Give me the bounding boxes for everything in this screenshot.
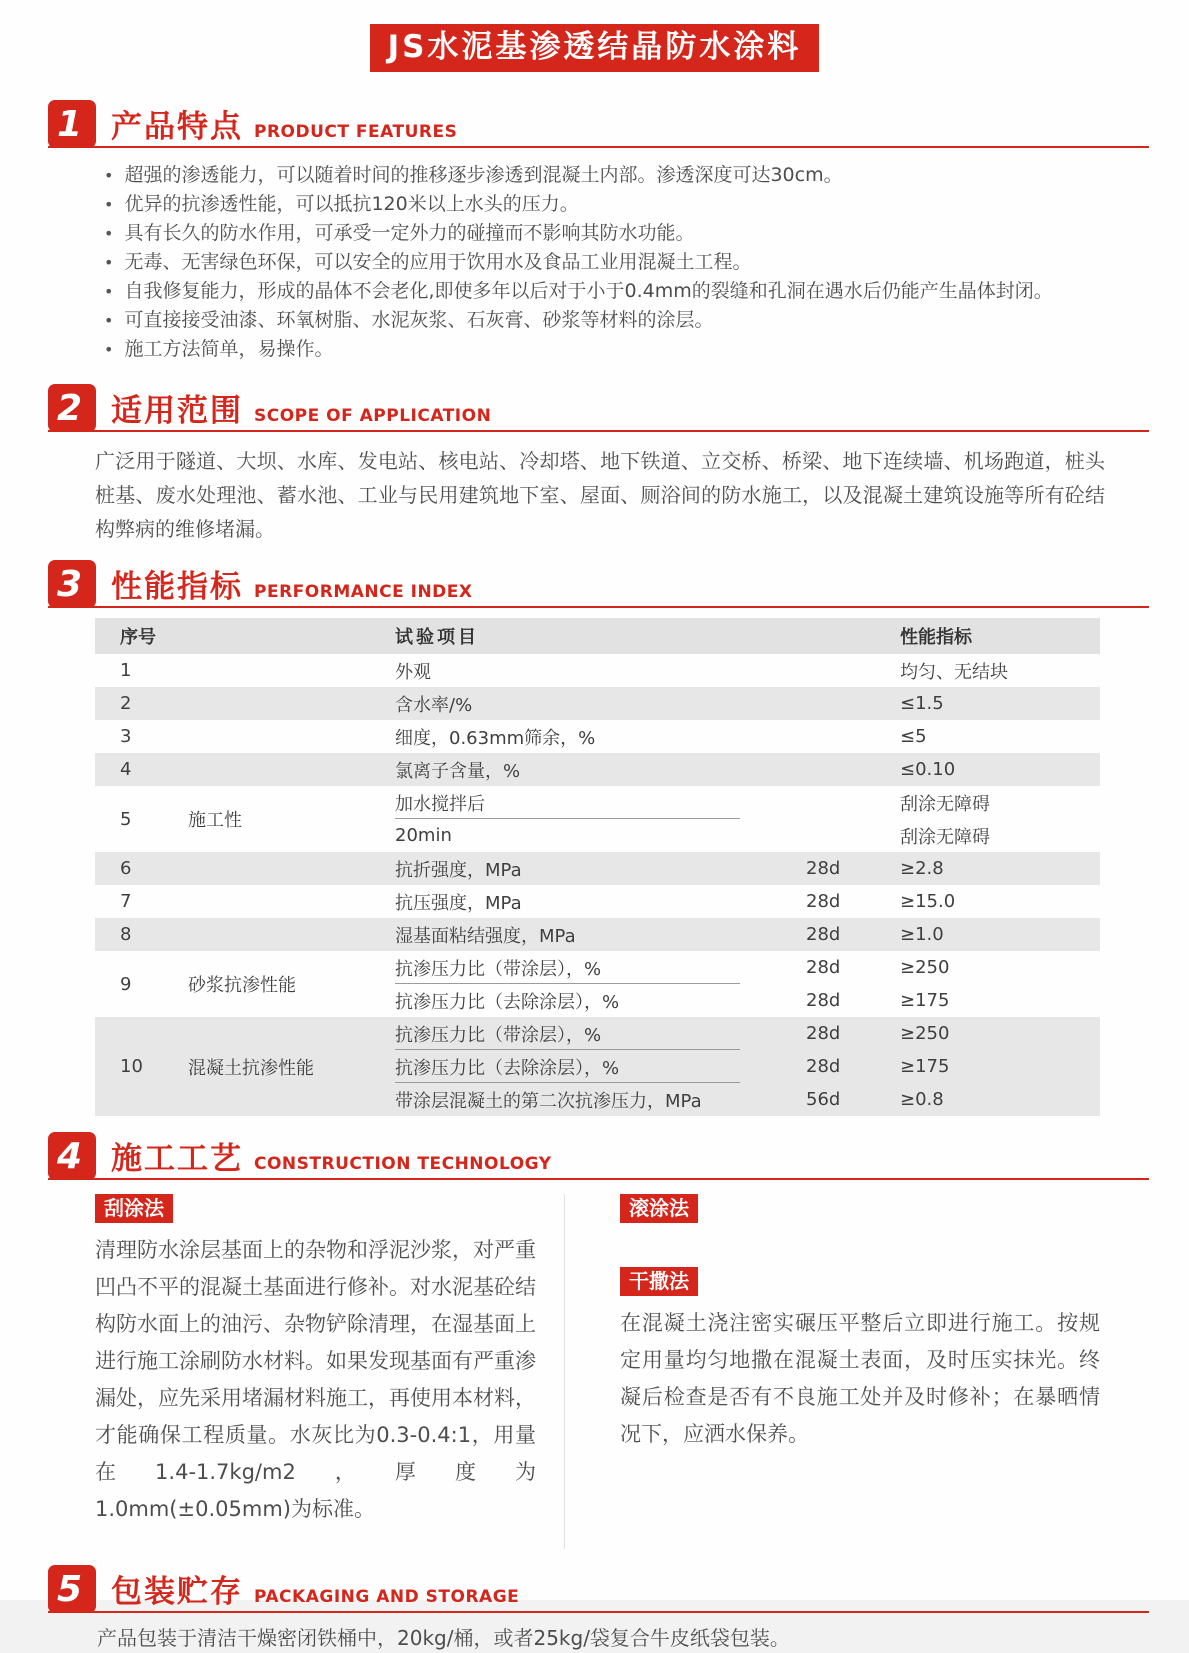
cell-value: ≤0.10 bbox=[900, 759, 956, 781]
section-subtitle-en: CONSTRUCTION TECHNOLOGY bbox=[254, 1154, 552, 1175]
col-header-index: 性能指标 bbox=[900, 627, 972, 649]
cell-age: 28d bbox=[806, 858, 841, 880]
cell-no: 4 bbox=[120, 759, 132, 781]
feature-item bbox=[104, 219, 1149, 248]
section-construction bbox=[48, 1132, 1149, 1549]
cell-value: ≥250 bbox=[900, 1023, 950, 1045]
cell-value: ≥175 bbox=[900, 990, 950, 1012]
cell-group: 混凝土抗渗性能 bbox=[188, 1057, 314, 1079]
section-number-badge: 1 bbox=[48, 100, 96, 148]
cell-item: 带涂层混凝土的第二次抗渗压力，MPa bbox=[395, 1090, 702, 1112]
cell-item: 抗渗压力比（去除涂层），% bbox=[395, 991, 620, 1013]
section-subtitle-en: PACKAGING AND STORAGE bbox=[254, 1587, 520, 1608]
feature-text: 自我修复能力，形成的晶体不会老化,即使多年以后对于小于0.4mm的裂缝和孔洞在遇水后仍能产生晶体封闭。 bbox=[124, 280, 1053, 303]
section-features bbox=[48, 100, 1149, 364]
section-number-badge: 3 bbox=[48, 560, 96, 608]
section-title: 适用范围 bbox=[111, 393, 243, 430]
table-header-row bbox=[95, 618, 1100, 654]
feature-item bbox=[104, 335, 1149, 364]
bullet-icon: • bbox=[104, 311, 114, 331]
cell-item: 抗渗压力比（带涂层），% bbox=[395, 1024, 602, 1046]
feature-item bbox=[104, 306, 1149, 335]
performance-table bbox=[95, 618, 1100, 1116]
cell-age: 28d bbox=[806, 957, 841, 979]
section-scope-header bbox=[48, 384, 1149, 432]
table-row bbox=[95, 654, 1100, 687]
section-number-badge: 2 bbox=[48, 384, 96, 432]
cell-no: 5 bbox=[120, 808, 132, 830]
feature-text: 优异的抗渗透性能，可以抵抗120米以上水头的压力。 bbox=[124, 193, 579, 216]
table-row bbox=[95, 720, 1100, 753]
table-row bbox=[95, 753, 1100, 786]
cell-no: 10 bbox=[120, 1056, 143, 1078]
section-subtitle-en: SCOPE OF APPLICATION bbox=[254, 406, 492, 427]
cell-no: 8 bbox=[120, 924, 132, 946]
table-row bbox=[95, 885, 1100, 918]
col-header-item: 试验项目 bbox=[395, 627, 479, 649]
cell-group: 砂浆抗渗性能 bbox=[188, 975, 296, 997]
packaging-paragraph: 产品包装于清洁干燥密闭铁桶中，20kg/桶，或者25kg/袋复合牛皮纸袋包装。 bbox=[97, 1626, 790, 1651]
table-row bbox=[95, 852, 1100, 885]
feature-item bbox=[104, 248, 1149, 277]
section-subtitle-en: PERFORMANCE INDEX bbox=[254, 582, 473, 603]
bullet-icon: • bbox=[104, 340, 114, 360]
cell-age: 28d bbox=[806, 924, 841, 946]
cell-no: 9 bbox=[120, 973, 132, 995]
cell-item: 加水搅拌后 bbox=[395, 793, 485, 815]
cell-no: 7 bbox=[120, 891, 132, 913]
cell-value: 刮涂无障碍 bbox=[900, 826, 990, 848]
cell-age: 28d bbox=[806, 1056, 841, 1078]
bullet-icon: • bbox=[104, 253, 114, 273]
cell-value: ≥250 bbox=[900, 957, 950, 979]
cell-age: 56d bbox=[806, 1089, 841, 1111]
section-subtitle-en: PRODUCT FEATURES bbox=[254, 122, 458, 143]
section-title: 包装贮存 bbox=[111, 1574, 243, 1611]
section-title: 产品特点 bbox=[111, 109, 243, 146]
section-scope bbox=[48, 384, 1149, 546]
cell-value: 均匀、无结块 bbox=[900, 661, 1008, 683]
cell-item: 抗压强度，MPa bbox=[395, 892, 522, 914]
scope-paragraph: 广泛用于隧道、大坝、水库、发电站、核电站、冷却塔、地下铁道、立交桥、桥梁、地下连续墙、机场跑道，桩头桩基、废水处理池、蓄水池、工业与民用建筑地下室、屋面、厕浴间的防水施工，以及混凝土建筑设施等所有砼结构弊病的维修堵漏。 bbox=[95, 449, 1105, 542]
section-construction-header bbox=[48, 1132, 1149, 1180]
cell-item: 含水率/% bbox=[395, 694, 473, 716]
cell-item: 氯离子含量，% bbox=[395, 760, 521, 782]
method-tag-dry: 干撒法 bbox=[620, 1267, 698, 1296]
cell-age: 28d bbox=[806, 990, 841, 1012]
cell-value: ≥0.8 bbox=[900, 1089, 944, 1111]
method-dry-text: 在混凝土浇注密实碾压平整后立即进行施工。按规定用量均匀地撒在混凝土表面，及时压实抹光。终凝后检查是否有不良施工处并及时修补；在暴晒情况下，应洒水保养。 bbox=[620, 1311, 1100, 1447]
table-row bbox=[95, 786, 1100, 852]
feature-item bbox=[104, 190, 1149, 219]
spacer bbox=[620, 1223, 1100, 1267]
construction-columns bbox=[95, 1194, 1149, 1549]
cell-no: 6 bbox=[120, 858, 132, 880]
feature-text: 施工方法简单，易操作。 bbox=[124, 338, 334, 361]
feature-list bbox=[104, 161, 1149, 364]
table-row bbox=[95, 918, 1100, 951]
section-performance bbox=[48, 560, 1149, 1116]
bullet-icon: • bbox=[104, 282, 114, 302]
cell-item: 抗折强度，MPa bbox=[395, 859, 522, 881]
section-number-badge: 5 bbox=[48, 1565, 96, 1613]
cell-value: ≥15.0 bbox=[900, 891, 956, 913]
method-scrape bbox=[95, 1194, 565, 1549]
cell-age: 28d bbox=[806, 891, 841, 913]
section-title: 性能指标 bbox=[111, 569, 243, 606]
cell-item: 细度，0.63mm筛余，% bbox=[395, 727, 596, 749]
cell-group: 施工性 bbox=[188, 810, 242, 832]
method-roll-and-dry bbox=[620, 1194, 1100, 1549]
cell-value: ≤5 bbox=[900, 726, 927, 748]
cell-no: 2 bbox=[120, 693, 132, 715]
cell-item: 20min bbox=[395, 825, 452, 847]
cell-no: 1 bbox=[120, 660, 132, 682]
feature-item bbox=[104, 161, 1149, 190]
method-scrape-text: 清理防水涂层基面上的杂物和浮泥沙浆，对严重凹凸不平的混凝土基面进行修补。对水泥基砼结构防水面上的油污、杂物铲除清理，在湿基面上进行施工涂刷防水材料。如果发现基面有严重渗漏处，应先采用堵漏材料施工，再使用本材料，才能确保工程质量。水灰比为0.3-0.4:1，用量在1.4-1.7kg/m2，厚度为1.0mm(±0.05mm)为标准。 bbox=[95, 1238, 536, 1522]
table-row bbox=[95, 1017, 1100, 1116]
section-performance-header bbox=[48, 560, 1149, 608]
section-title: 施工工艺 bbox=[111, 1141, 243, 1178]
cell-value: 刮涂无障碍 bbox=[900, 793, 990, 815]
bullet-icon: • bbox=[104, 195, 114, 215]
cell-value: ≥1.0 bbox=[900, 924, 944, 946]
cell-item: 湿基面粘结强度，MPa bbox=[395, 925, 576, 947]
cell-no: 3 bbox=[120, 726, 132, 748]
section-packaging bbox=[48, 1565, 1149, 1653]
cell-item: 抗渗压力比（去除涂层），% bbox=[395, 1057, 620, 1079]
method-tag-roll: 滚涂法 bbox=[620, 1194, 698, 1223]
cell-age: 28d bbox=[806, 1023, 841, 1045]
product-title: JS水泥基渗透结晶防水涂料 bbox=[370, 24, 820, 72]
section-features-header bbox=[48, 100, 1149, 148]
section-packaging-header bbox=[48, 1565, 1149, 1613]
cell-value: ≥175 bbox=[900, 1056, 950, 1078]
cell-value: ≤1.5 bbox=[900, 693, 944, 715]
method-tag-scrape: 刮涂法 bbox=[95, 1194, 173, 1223]
cell-item: 外观 bbox=[395, 661, 431, 683]
feature-text: 具有长久的防水作用，可承受一定外力的碰撞而不影响其防水功能。 bbox=[124, 222, 695, 245]
cell-value: ≥2.8 bbox=[900, 858, 944, 880]
section-number-badge: 4 bbox=[48, 1132, 96, 1180]
title-row bbox=[0, 0, 1189, 72]
bullet-icon: • bbox=[104, 166, 114, 186]
table-row bbox=[95, 687, 1100, 720]
table-row bbox=[95, 951, 1100, 1017]
feature-item bbox=[104, 277, 1149, 306]
feature-text: 超强的渗透能力，可以随着时间的推移逐步渗透到混凝土内部。渗透深度可达30cm。 bbox=[124, 164, 843, 187]
cell-item: 抗渗压力比（带涂层），% bbox=[395, 958, 602, 980]
feature-text: 可直接接受油漆、环氧树脂、水泥灰浆、石灰膏、砂浆等材料的涂层。 bbox=[124, 309, 714, 332]
bullet-icon: • bbox=[104, 224, 114, 244]
feature-text: 无毒、无害绿色环保，可以安全的应用于饮用水及食品工业用混凝土工程。 bbox=[124, 251, 752, 274]
col-header-no: 序号 bbox=[120, 627, 156, 649]
